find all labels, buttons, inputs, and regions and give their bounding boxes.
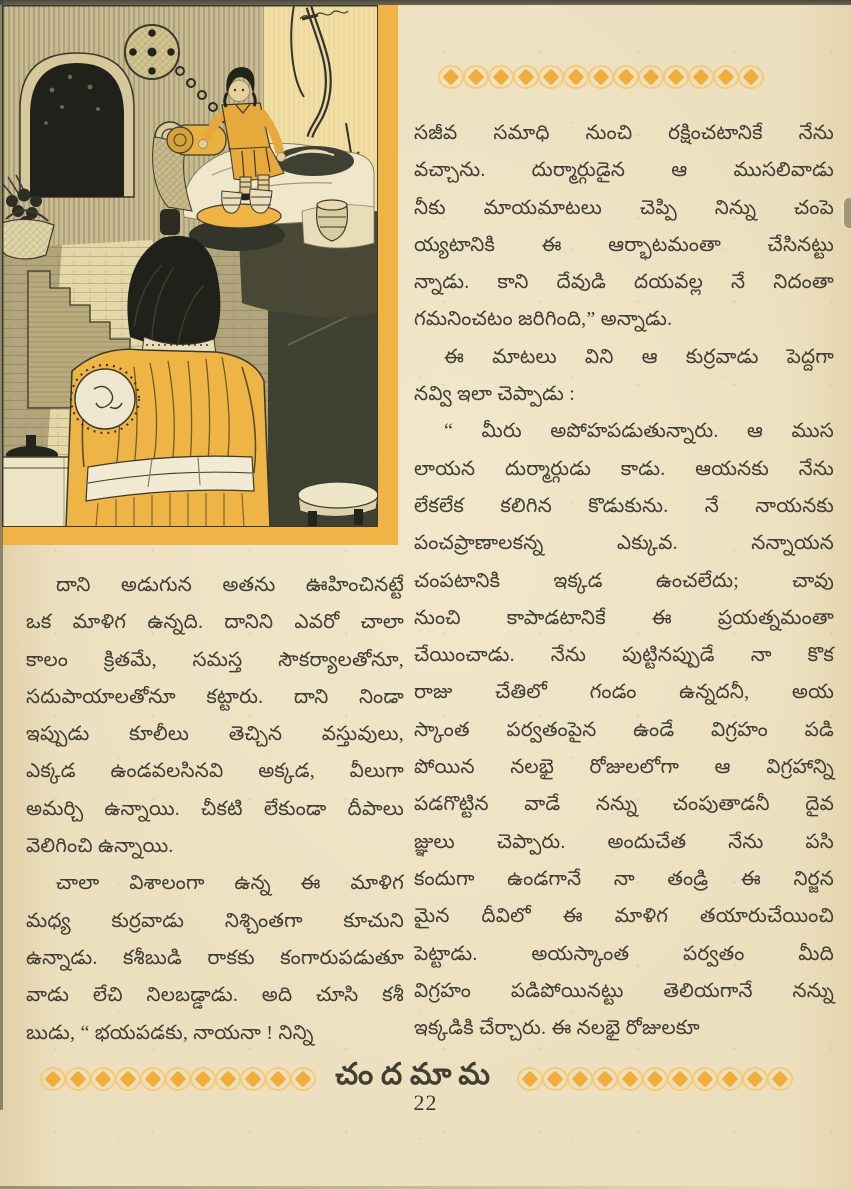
wall-shield [125,25,179,79]
right-column [414,63,834,1047]
text-line: లేకలేక కలిగిన కొడుకును. నే నాయనకు [414,494,834,517]
text-line: నవ్వి ఇలా చెప్పాడు : [414,383,575,406]
text-line: య్యటానికి ఈ ఆర్భాటమంతా చేసినట్టు [414,233,834,256]
diamond-ornament [190,1067,216,1091]
diamond-ornament [463,65,489,89]
diamond-ornament [517,1067,543,1091]
text-line: జ్ఞులు చెప్పారు. అందుచేత నేను పసి [414,830,834,853]
diamond-ornament [538,65,564,89]
diamond-ornament [438,65,464,89]
text-line: మైన దీవిలో ఈ మాళిగ తయారుచేయించి [414,905,834,928]
page-edge-smudge [844,198,851,228]
text-line: ఇక్కడికి చేర్చారు. ఈ నలభై రోజులకూ [414,1017,700,1040]
text-line: కాలం క్రితమే, సమస్త సౌకర్యాలతోనూ, [26,648,404,671]
diamond-ornament [488,65,514,89]
text-line: పెట్టాడు. అయస్కాంత పర్వతం మీది [414,942,834,965]
diamond-ornament [638,65,664,89]
text-line: స్కాంత పర్వతంపైన ఉండే విగ్రహం పడి [414,718,834,741]
diamond-ornament [613,65,639,89]
left-column-text [26,567,404,1052]
diamond-ornament [140,1067,166,1091]
text-line: బుడు, “ భయపడకు, నాయనా ! నిన్ని [26,1021,314,1044]
diamond-ornament [265,1067,291,1091]
diamond-ornament [563,65,589,89]
text-line: చేయించాడు. నేను పుట్టినప్పుడే నా కొక [414,644,834,667]
text-line: ఉన్నాడు. కశీబుడి రాకకు కంగారుపడుతూ [26,946,404,969]
text-line: పడగొట్టిన వాడే నన్ను చంపుతాడనీ దైవ [414,793,834,816]
text-line: చంపటానికి ఇక్కడ ఉంచలేదు; చావు [414,569,834,592]
diamond-ornament [663,65,689,89]
text-line: అమర్చి ఉన్నాయి. చీకటి లేకుండా దీపాలు [26,797,404,820]
page-number: 22 [413,1090,438,1115]
text-line: న్నాడు. కాని దేవుడి దయవల్ల నే నిదంతా [414,271,834,294]
diamond-ornament [290,1067,316,1091]
diamond-ornament [717,1067,743,1091]
diamond-ornament [692,1067,718,1091]
diamond-ornament [215,1067,241,1091]
paragraph [414,413,834,1047]
text-line: వాడు లేచి నిలబడ్డాడు. అది చూసి కశీ [26,984,404,1007]
text-line: గమనించటం జరిగింది,” అన్నాడు. [414,308,673,331]
left-column [26,567,404,1052]
diamond-ornament [90,1067,116,1091]
diamond-ornament [592,1067,618,1091]
diamond-ornament [165,1067,191,1091]
text-line: చాలా విశాలంగా ఉన్న ఈ మాళిగ [56,872,404,895]
text-line: సదుపాయాలతోనూ కట్టారు. దాని నిండా [26,685,404,708]
text-line: ఎక్కడ ఉండవలసినవి అక్కడ, వీలుగా [26,760,404,783]
text-line: పంచప్రాణాలకన్న ఎక్కువ. నన్నాయన [414,532,834,555]
text-line: సజీవ సమాధి నుంచి రక్షించటానికే నేను [414,122,834,144]
yellow-frame-right [378,5,398,545]
paragraph [414,339,834,414]
diamond-ornament [567,1067,593,1091]
paragraph [26,865,404,1051]
diamond-ornament [40,1067,66,1091]
text-line: వెలిగించి ఉన్నాయి. [26,835,174,858]
text-line: కందుగా ఉండగానే నా తండ్రి ఈ నిర్జన [414,867,834,890]
right-column-text [414,115,834,1047]
diamond-ornament [115,1067,141,1091]
diamond-ornament [513,65,539,89]
page-edge-left [0,0,3,1110]
diamond-ornament [738,65,764,89]
ornament-band-top [438,63,778,91]
magazine-title: చందమామ [335,1058,498,1091]
diamond-ornament [588,65,614,89]
diamond-ornament [240,1067,266,1091]
page-edge-top [0,0,851,5]
text-line: దాని అడుగున అతను ఊహించినట్టే [56,574,404,596]
arched-doorway [20,53,134,197]
text-line: మధ్య కుర్రవాడు నిశ్చింతగా కూచుని [26,909,404,932]
diamond-ornament [688,65,714,89]
diamond-ornament [617,1067,643,1091]
paragraph [414,115,834,339]
text-line: పోయిన నలభై రోజులలోగా ఆ విగ్రహాన్ని [414,756,834,779]
text-line: నుంచి కాపాడటానికే ఈ ప్రయత్నమంతా [414,606,834,629]
ornament-band-bottom-right [517,1065,793,1093]
diamond-ornament [767,1067,793,1091]
text-line: నీకు మాయమాటలు చెప్పి నిన్ను చంపె [414,196,834,219]
text-line: లాయన దుర్మార్గుడు కాడు. ఆయనకు నేను [414,457,834,480]
text-line: ఇప్పుడు కూలీలు తెచ్చిన వస్తువులు, [26,723,404,746]
text-line: రాజు చేతిలో గండం ఉన్నదనీ, అయ [414,681,834,704]
text-line: ఈ మాటలు విని ఆ కుర్రవాడు పెద్దగా [444,345,834,368]
story-illustration-frame [2,5,398,545]
text-line: ఒక మాళిగ ఉన్నది. దానిని ఎవరో చాలా [26,611,404,634]
diamond-ornament [542,1067,568,1091]
ornament-band-bottom-left [40,1065,316,1093]
diamond-ornament [65,1067,91,1091]
yellow-frame-bottom [2,527,398,545]
text-line: “ మీరు అపోహపడుతున్నారు. ఆ ముస [444,420,834,443]
diamond-ornament [713,65,739,89]
diamond-ornament [742,1067,768,1091]
text-line: విగ్రహం పడిపోయినట్టు తెలియగానే నన్ను [414,979,834,1002]
story-illustration [2,5,398,545]
diamond-ornament [642,1067,668,1091]
diamond-ornament [667,1067,693,1091]
paragraph [26,567,404,865]
text-line: వచ్చాను. దుర్మార్గుడైన ఆ ముసలివాడు [414,159,834,182]
